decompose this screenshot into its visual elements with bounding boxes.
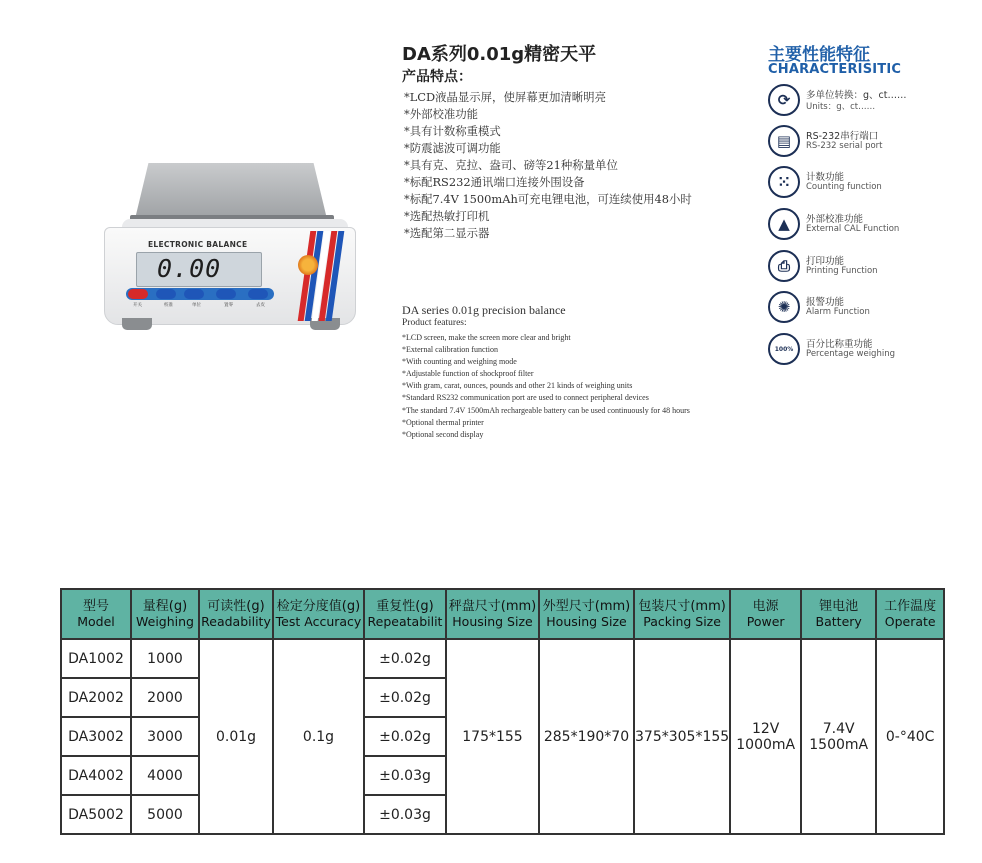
brand-logo-icon (298, 255, 318, 275)
cell-housing-size: 285*190*70 (539, 639, 634, 834)
feature-item-en: *With gram, carat, ounces, pounds and other 21 kinds of weighing units (402, 381, 633, 391)
serial-port-icon: ▤ (768, 125, 800, 157)
column-header-packing-size: 包装尺寸(mm) Packing Size (634, 589, 730, 639)
cell-model: DA3002 (61, 717, 131, 756)
characteristic-label-en: External CAL Function (806, 224, 900, 234)
feature-item-en: *External calibration function (402, 345, 498, 355)
cell-repeatability: ±0.02g (364, 678, 446, 717)
cell-weighing: 5000 (131, 795, 199, 834)
cell-model: DA1002 (61, 639, 131, 678)
product-image (100, 155, 360, 340)
cell-model: DA4002 (61, 756, 131, 795)
tare-button-icon (248, 289, 268, 299)
characteristic-units (768, 84, 968, 120)
cell-weighing: 4000 (131, 756, 199, 795)
characteristic-percentage (768, 333, 968, 369)
feature-item-cn: *标配7.4V 1500mAh可充电锂电池，可连续使用48小时 (404, 192, 692, 206)
characteristic-label-cn: 百分比称重功能 (806, 339, 873, 350)
cell-model: DA2002 (61, 678, 131, 717)
button-label: 去皮 (256, 303, 265, 308)
characteristic-label-en: Percentage weighing (806, 349, 895, 359)
characteristic-counting (768, 166, 968, 202)
feature-item-cn: *标配RS232通讯端口连接外围设备 (404, 175, 585, 189)
feature-item-cn: *外部校准功能 (404, 107, 479, 121)
characteristic-serial-port (768, 125, 968, 161)
unit-button-icon (184, 289, 204, 299)
button-label: 置零 (224, 303, 233, 308)
characteristic-alarm (768, 291, 968, 327)
scale-foot-left (122, 318, 152, 330)
lcd-reading: 0.00 (157, 254, 222, 283)
button-label: 单位 (192, 303, 201, 308)
characteristic-printing (768, 250, 968, 286)
characteristics-heading-cn: 主要性能特征 (768, 45, 870, 65)
cell-battery: 7.4V 1500mA (801, 639, 876, 834)
characteristic-calibration (768, 208, 968, 244)
counting-dots-icon: ⁙ (768, 166, 800, 198)
column-header-readability: 可读性(g) Readability (199, 589, 273, 639)
table-row (61, 639, 944, 678)
alarm-icon: ✺ (768, 291, 800, 323)
feature-item-en: *The standard 7.4V 1500mAh rechargeable battery can be used continuously for 48 hours (402, 405, 690, 415)
cell-weighing: 3000 (131, 717, 199, 756)
product-title-cn: DA系列0.01g精密天平 (402, 44, 597, 65)
spec-table (60, 588, 945, 835)
cell-repeatability: ±0.02g (364, 717, 446, 756)
cell-model: DA5002 (61, 795, 131, 834)
percentage-icon: 100% (768, 333, 800, 365)
column-header-pan-size: 秤盘尺寸(mm) Housing Size (446, 589, 539, 639)
column-header-power: 电源 Power (730, 589, 801, 639)
button-label: 校准 (164, 303, 173, 308)
column-header-housing-size: 外型尺寸(mm) Housing Size (539, 589, 634, 639)
characteristic-label-en: Units：g、ct…… (806, 102, 876, 112)
cell-weighing: 1000 (131, 639, 199, 678)
column-header-operate: 工作温度 Operate (876, 589, 944, 639)
feature-item-cn: *具有计数称重模式 (404, 124, 501, 138)
characteristic-label-cn: 计数功能 (806, 172, 845, 183)
decorative-stripes (296, 231, 348, 321)
features-heading-cn: 产品特点： (402, 69, 472, 85)
refresh-icon: ⟳ (768, 84, 800, 116)
feature-item-en: *LCD screen, make the screen more clear and bright (402, 333, 571, 342)
column-header-battery: 锂电池 Battery (801, 589, 876, 639)
characteristic-label-cn: 打印功能 (806, 256, 845, 267)
feature-item-cn: *选配第二显示器 (404, 226, 490, 240)
column-header-test-accuracy: 检定分度值(g) Test Accuracy (273, 589, 364, 639)
characteristic-label-en: RS-232 serial port (806, 141, 883, 151)
characteristic-label-cn: 外部校准功能 (806, 214, 864, 225)
button-label: 开关 (133, 303, 142, 308)
feature-item-en: *Standard RS232 communication port are used to connect peripheral devices (402, 393, 649, 403)
spec-header-row (61, 589, 944, 639)
column-header-weighing: 量程(g) Weighing (131, 589, 199, 639)
characteristics-heading-en: CHARACTERISITIC (768, 62, 902, 77)
cell-power: 12V 1000mA (730, 639, 801, 834)
feature-item-en: *Optional thermal printer (402, 417, 484, 427)
cell-repeatability: ±0.03g (364, 795, 446, 834)
zero-button-icon (216, 289, 236, 299)
feature-item-en: *Adjustable function of shockproof filter (402, 369, 534, 379)
cell-repeatability: ±0.03g (364, 756, 446, 795)
column-header-model: 型号 Model (61, 589, 131, 639)
characteristic-label-cn: RS-232串行端口 (806, 131, 879, 142)
features-list-en (402, 332, 690, 441)
characteristic-label-en: Printing Function (806, 266, 878, 276)
power-button-icon (128, 289, 148, 299)
button-bar (126, 288, 274, 300)
cell-operate: 0-°40C (876, 639, 944, 834)
cell-pan-size: 175*155 (446, 639, 539, 834)
feature-item-cn: *LCD液晶显示屏，使屏幕更加清晰明亮 (404, 90, 606, 104)
feature-item-en: *Optional second display (402, 429, 484, 439)
weighing-pan (135, 163, 327, 219)
characteristic-label-cn: 多单位转换：g、ct…… (806, 90, 907, 101)
column-header-repeatability: 重复性(g) Repeatabilit (364, 589, 446, 639)
characteristic-label-en: Counting function (806, 182, 882, 192)
calibration-weight-icon: ▲ (768, 208, 800, 240)
calibrate-button-icon (156, 289, 176, 299)
feature-item-en: *With counting and weighing mode (402, 357, 517, 367)
cell-readability: 0.01g (199, 639, 273, 834)
feature-item-cn: *防震滤波可调功能 (404, 141, 501, 155)
features-heading-en: Product features: (402, 318, 467, 328)
cell-weighing: 2000 (131, 678, 199, 717)
cell-packing-size: 375*305*155 (634, 639, 730, 834)
characteristic-label-cn: 报警功能 (806, 297, 845, 308)
feature-item-cn: *选配热敏打印机 (404, 209, 490, 223)
printer-icon: ⎙ (768, 250, 800, 282)
cell-repeatability: ±0.02g (364, 639, 446, 678)
product-title-en: DA series 0.01g precision balance (402, 303, 566, 317)
feature-item-cn: *具有克、克拉、盎司、磅等21种称量单位 (404, 158, 618, 172)
features-list-cn (404, 89, 692, 242)
brand-label: ELECTRONIC BALANCE (148, 240, 248, 249)
cell-test-accuracy: 0.1g (273, 639, 364, 834)
characteristic-label-en: Alarm Function (806, 307, 870, 317)
